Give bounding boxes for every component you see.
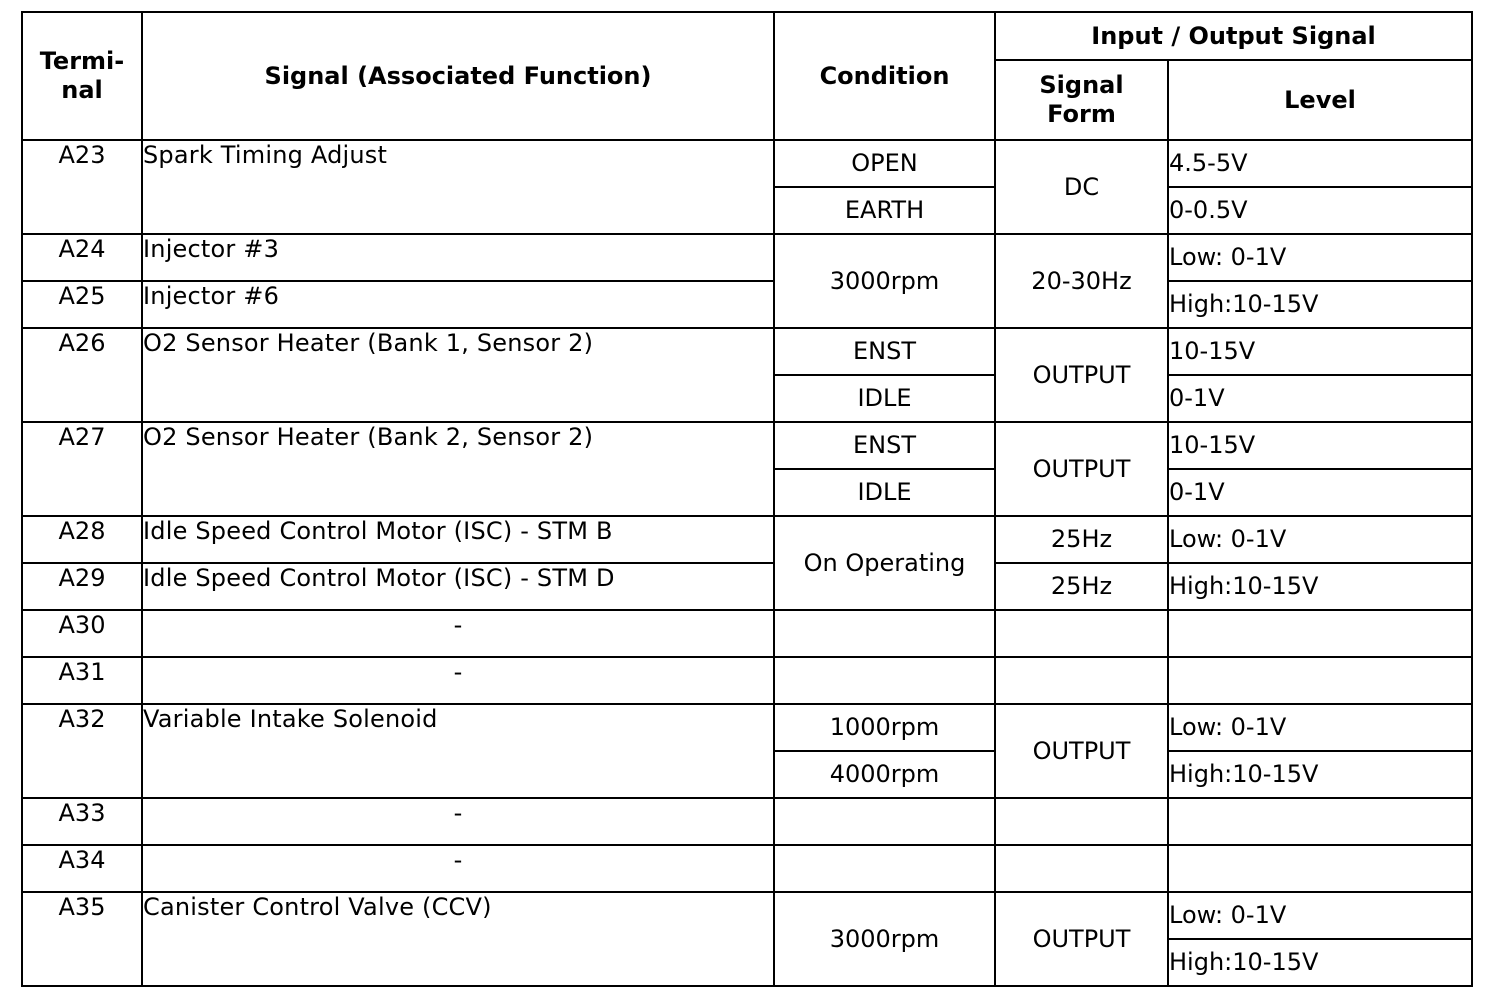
- table-body: [22, 140, 1472, 986]
- table-row: [22, 281, 1472, 328]
- signal-cell: -: [142, 845, 774, 892]
- terminal-cell: A27: [22, 422, 142, 516]
- terminal-cell: A23: [22, 140, 142, 234]
- table-row: [22, 234, 1472, 281]
- condition-cell: 4000rpm: [774, 751, 995, 798]
- level-cell: 0-1V: [1168, 469, 1472, 516]
- condition-cell: [774, 798, 995, 845]
- signal-form-cell: [995, 610, 1168, 657]
- signal-form-cell: 25Hz: [995, 516, 1168, 563]
- terminal-cell: A28: [22, 516, 142, 563]
- signal-cell: O2 Sensor Heater (Bank 1, Sensor 2): [142, 328, 774, 422]
- condition-cell: 3000rpm: [774, 234, 995, 328]
- level-cell: High:10-15V: [1168, 939, 1472, 986]
- signal-cell: Injector #3: [142, 234, 774, 281]
- level-cell: High:10-15V: [1168, 281, 1472, 328]
- table-row: [22, 798, 1472, 845]
- level-cell: [1168, 845, 1472, 892]
- condition-cell: On Operating: [774, 516, 995, 610]
- condition-cell: ENST: [774, 422, 995, 469]
- terminal-cell: A33: [22, 798, 142, 845]
- signal-cell: -: [142, 798, 774, 845]
- level-cell: 10-15V: [1168, 328, 1472, 375]
- table-row: [22, 516, 1472, 563]
- table-row: [22, 610, 1472, 657]
- table-row: [22, 140, 1472, 187]
- table-row: [22, 892, 1472, 939]
- signal-cell: -: [142, 657, 774, 704]
- pinout-document: [21, 11, 1471, 987]
- signal-cell: Idle Speed Control Motor (ISC) - STM D: [142, 563, 774, 610]
- signal-form-cell: [995, 845, 1168, 892]
- signal-form-cell: OUTPUT: [995, 892, 1168, 986]
- table-row: [22, 657, 1472, 704]
- terminal-cell: A34: [22, 845, 142, 892]
- condition-cell: ENST: [774, 328, 995, 375]
- level-cell: High:10-15V: [1168, 751, 1472, 798]
- signal-form-cell: [995, 798, 1168, 845]
- signal-cell: Spark Timing Adjust: [142, 140, 774, 234]
- header-signal: Signal (Associated Function): [142, 12, 774, 140]
- condition-cell: 1000rpm: [774, 704, 995, 751]
- condition-cell: [774, 657, 995, 704]
- condition-cell: IDLE: [774, 469, 995, 516]
- terminal-cell: A24: [22, 234, 142, 281]
- header-io-signal: Input / Output Signal: [995, 12, 1472, 60]
- terminal-cell: A31: [22, 657, 142, 704]
- level-cell: 0-1V: [1168, 375, 1472, 422]
- level-cell: Low: 0-1V: [1168, 704, 1472, 751]
- level-cell: 0-0.5V: [1168, 187, 1472, 234]
- signal-form-cell: 25Hz: [995, 563, 1168, 610]
- signal-cell: O2 Sensor Heater (Bank 2, Sensor 2): [142, 422, 774, 516]
- table-row: [22, 845, 1472, 892]
- signal-form-cell: OUTPUT: [995, 704, 1168, 798]
- level-cell: Low: 0-1V: [1168, 892, 1472, 939]
- condition-cell: 3000rpm: [774, 892, 995, 986]
- condition-cell: IDLE: [774, 375, 995, 422]
- signal-cell: Variable Intake Solenoid: [142, 704, 774, 798]
- signal-cell: Idle Speed Control Motor (ISC) - STM B: [142, 516, 774, 563]
- table-row: [22, 422, 1472, 469]
- level-cell: 4.5-5V: [1168, 140, 1472, 187]
- level-cell: [1168, 657, 1472, 704]
- table-row: [22, 328, 1472, 375]
- header-signal-form: Signal Form: [995, 60, 1168, 140]
- condition-cell: OPEN: [774, 140, 995, 187]
- signal-cell: -: [142, 610, 774, 657]
- table-header: [22, 12, 1472, 140]
- header-terminal: Termi- nal: [22, 12, 142, 140]
- level-cell: High:10-15V: [1168, 563, 1472, 610]
- terminal-cell: A26: [22, 328, 142, 422]
- pinout-table: [21, 11, 1473, 987]
- signal-form-cell: [995, 657, 1168, 704]
- condition-cell: [774, 845, 995, 892]
- terminal-cell: A25: [22, 281, 142, 328]
- condition-cell: [774, 610, 995, 657]
- signal-form-cell: OUTPUT: [995, 422, 1168, 516]
- table-row: [22, 563, 1472, 610]
- terminal-cell: A29: [22, 563, 142, 610]
- table-row: [22, 704, 1472, 751]
- level-cell: [1168, 798, 1472, 845]
- header-level: Level: [1168, 60, 1472, 140]
- terminal-cell: A30: [22, 610, 142, 657]
- signal-form-cell: OUTPUT: [995, 328, 1168, 422]
- signal-cell: Canister Control Valve (CCV): [142, 892, 774, 986]
- signal-form-cell: DC: [995, 140, 1168, 234]
- level-cell: [1168, 610, 1472, 657]
- signal-form-cell: 20-30Hz: [995, 234, 1168, 328]
- level-cell: Low: 0-1V: [1168, 516, 1472, 563]
- terminal-cell: A32: [22, 704, 142, 798]
- terminal-cell: A35: [22, 892, 142, 986]
- level-cell: Low: 0-1V: [1168, 234, 1472, 281]
- signal-cell: Injector #6: [142, 281, 774, 328]
- condition-cell: EARTH: [774, 187, 995, 234]
- header-condition: Condition: [774, 12, 995, 140]
- level-cell: 10-15V: [1168, 422, 1472, 469]
